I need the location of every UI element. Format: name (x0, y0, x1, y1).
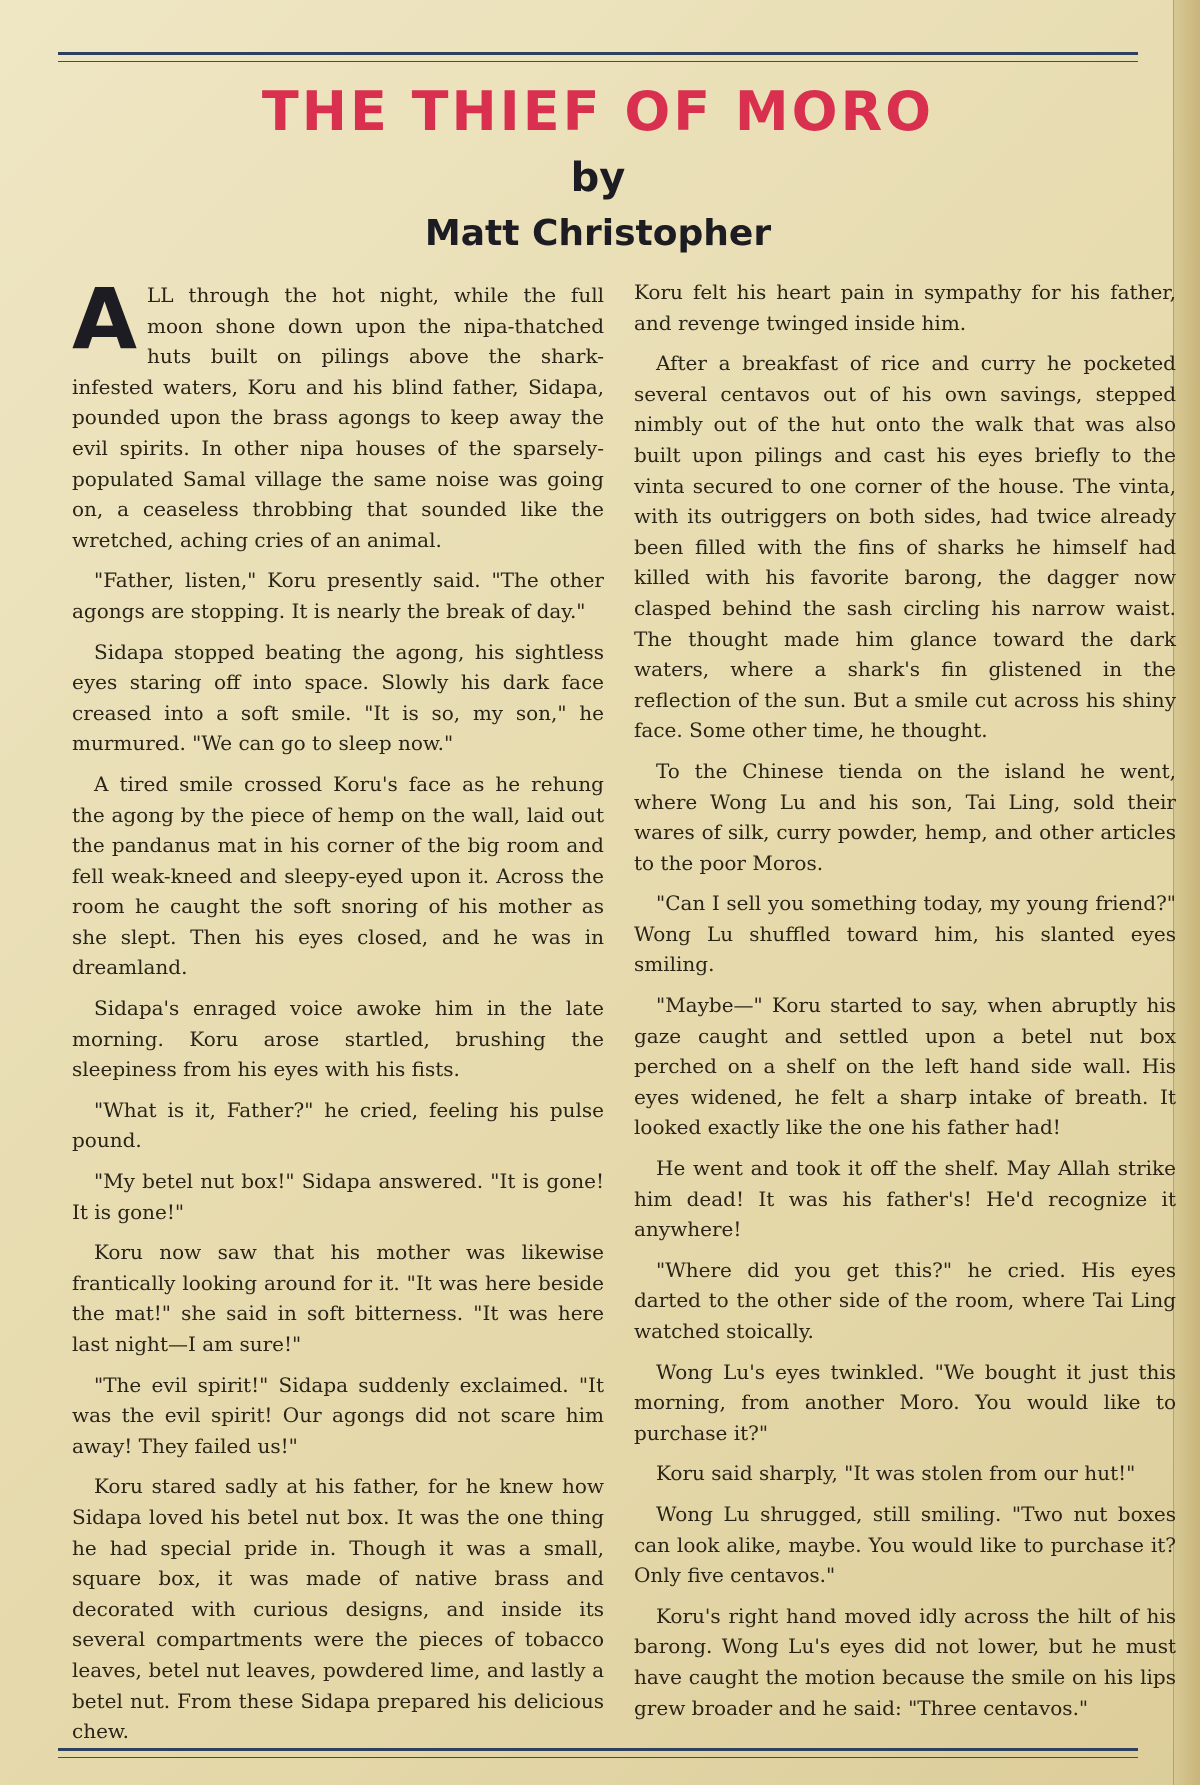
paragraph: Koru said sharply, "It was stolen from our hut!" (656, 1461, 1136, 1486)
right-column (634, 277, 1176, 1727)
paragraph: Sidapa's enraged voice awoke him in the late morning. Koru arose startled, brushing the sleepiness from his eyes with his fists. (72, 996, 604, 1082)
paragraph: To the Chinese tienda on the island he went, where Wong Lu and his son, Tai Ling, sold their wares of silk, curry powder, hemp, and other articles to the poor Moros. (634, 758, 1176, 875)
top-rule (58, 52, 1138, 62)
drop-cap: A (72, 270, 138, 368)
paragraph: "Can I sell you something today, my young friend?" Wong Lu shuffled toward him, his slanted eyes smiling. (634, 891, 1176, 977)
paragraph: Sidapa stopped beating the agong, his sightless eyes staring off into space. Slowly his dark face creased into a soft smile. "It is so, my son," he murmured. "We can go to sleep now." (72, 639, 604, 756)
paragraph: "My betel nut box!" Sidapa answered. "It is gone! It is gone!" (72, 1169, 604, 1224)
paragraph: Wong Lu's eyes twinkled. "We bought it just this morning, from another Moro. You would like to purchase it?" (634, 1359, 1176, 1445)
paragraph: He went and took it off the shelf. May Allah strike him dead! It was his father's! He'd recognize it anywhere! (634, 1156, 1176, 1242)
author-name: Matt Christopher (424, 213, 772, 254)
left-column (72, 270, 604, 1744)
paragraph: Wong Lu shrugged, still smiling. "Two nut boxes can look alike, maybe. You would like to purchase it? Only five centavos." (634, 1501, 1176, 1588)
paragraph: "The evil spirit!" Sidapa suddenly exclaimed. "It was the evil spirit! Our agongs did not scare him away! They failed us!" (72, 1372, 604, 1458)
paragraph: ALL through the hot night, while the full moon shone down upon the nipa-thatched huts built on pilings above the shark-infested waters, Koru and his blind father, Sidapa, pounded upon the brass agongs to keep away the evil spirits. In other nipa houses of the sparsely-populated Samal village the same noise was going on, a ceaseless throbbing that sounded like the wretched, aching cries of an animal. (72, 270, 604, 552)
paragraph: "Father, listen," Koru presently said. "The other agongs are stopping. It is nearly the break of day." (72, 568, 604, 623)
page-edge (1173, 0, 1200, 1785)
story-title: THE THIEF OF MORO (261, 80, 935, 143)
paragraph: After a breakfast of rice and curry he pocketed several centavos out of his own savings, stepped nimbly out of the hut onto the walk that was also built upon pilings and cast his eyes briefly to the vinta secured to one corner of the house. The vinta, with its outriggers on both sides, had twice already been filled with the fins of sharks he himself had killed with his favorite barong, the dagger now clasped behind the sash circling his narrow waist. The thought made him glance toward the dark waters, where a shark's fin glistened in the reflection of the sun. But a smile cut across his shiny face. Some other time, he thought. (634, 351, 1176, 743)
paragraph: "Maybe—" Koru started to say, when abruptly his gaze caught and settled upon a betel nut box perched on a shelf on the left hand side wall. His eyes widened, he felt a sharp intake of breath. It looked exactly like the one his father had! (634, 993, 1176, 1140)
paragraph: Koru felt his heart pain in sympathy for his father, and revenge twinged inside him. (634, 280, 1176, 335)
bottom-rule (58, 1748, 1138, 1758)
paragraph: Koru stared sadly at his father, for he knew how Sidapa loved his betel nut box. It was the one thing he had special pride in. Though it was a small, square box, it was made of native brass and decorated with curious designs, and inside its several compartments were the pieces of tobacco leaves, betel nut leaves, powdered lime, and lastly a betel nut. From these Sidapa prepared his delicious chew. (72, 1474, 604, 1744)
paragraph: Koru's right hand moved idly across the hilt of his barong. Wong Lu's eyes did not lower, but he must have caught the motion because the smile on his lips grew broader and he said: "Three centavos." (634, 1603, 1176, 1720)
paragraph: "Where did you get this?" he cried. His eyes darted to the other side of the room, where Tai Ling watched stoically. (634, 1257, 1176, 1343)
paragraph: A tired smile crossed Koru's face as he rehung the agong by the piece of hemp on the wall, laid out the pandanus mat in his corner of the big room and fell weak-kneed and sleepy-eyed upon it. Across the room he caught the soft snoring of his mother as she slept. Then his eyes closed, and he was in dreamland. (72, 771, 604, 980)
paragraph: "What is it, Father?" he cried, feeling his pulse pound. (72, 1097, 604, 1153)
byline: by (570, 155, 626, 201)
paragraph: Koru now saw that his mother was likewise frantically looking around for it. "It was here beside the mat!" she said in soft bitterness. "It was here last night—I am sure!" (72, 1240, 604, 1356)
